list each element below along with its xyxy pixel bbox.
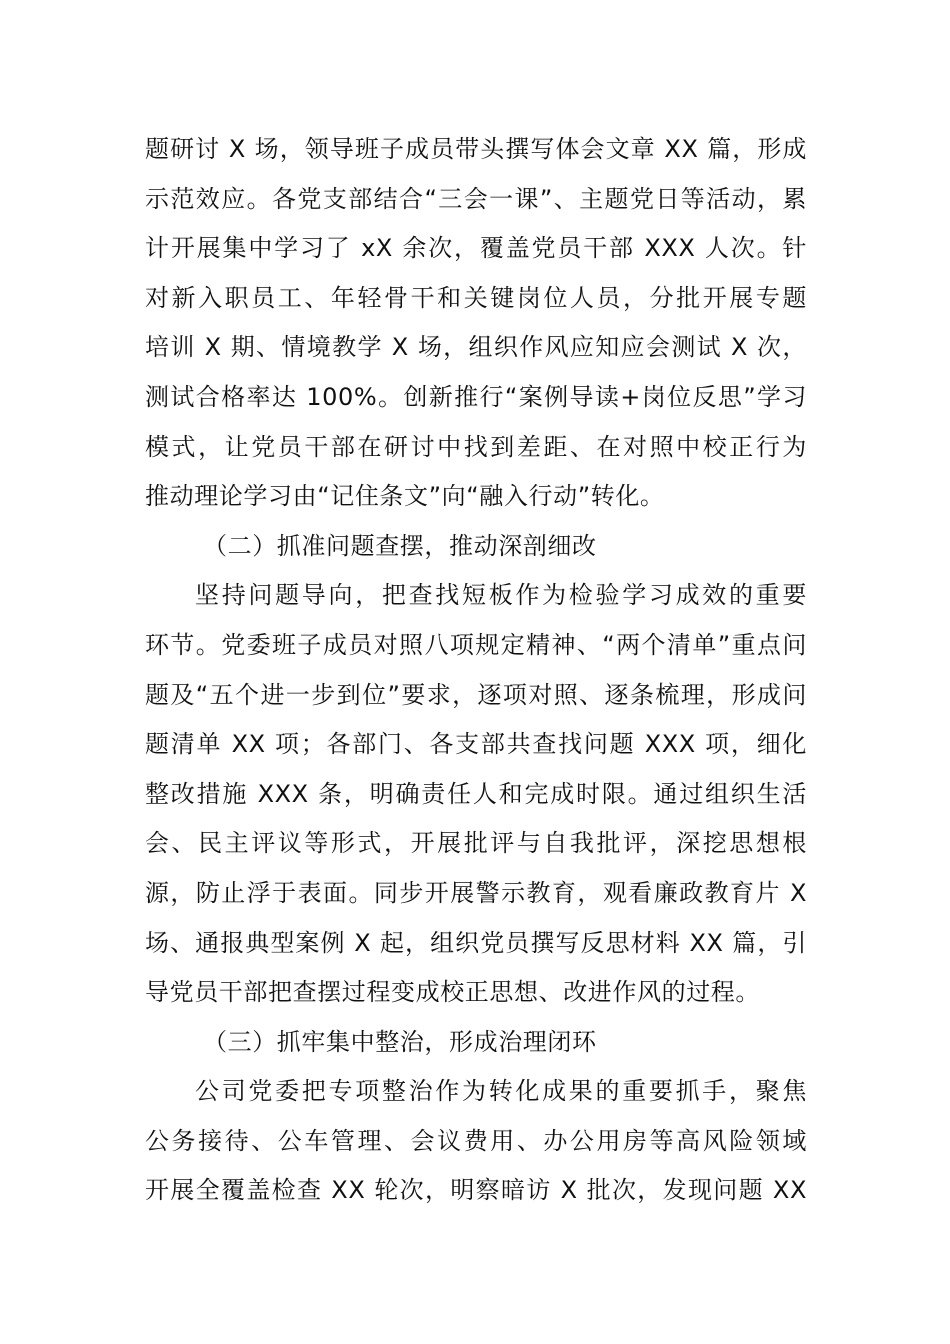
text-line: 示范效应。各党支部结合“三会一课”、主题党日等活动，累 [145, 184, 807, 213]
text-line: 推动理论学习由“记住条文”向“融入行动”转化。 [145, 482, 665, 511]
text-line: 源，防止浮于表面。同步开展警示教育，观看廉政教育片 X [145, 878, 807, 907]
text-line: 模式，让党员干部在研讨中找到差距、在对照中校正行为 [145, 432, 807, 461]
heading-text: （三）抓牢集中整治，形成治理闭环 [203, 1027, 597, 1056]
text-line: 培训 X 期、情境教学 X 场，组织作风应知应会测试 X 次， [145, 333, 807, 362]
text-line: 坚持问题导向，把查找短板作为检验学习成效的重要 [195, 581, 807, 610]
text-line: 题清单 XX 项；各部门、各支部共查找问题 XXX 项，细化 [145, 730, 807, 759]
text-line: 开展全覆盖检查 XX 轮次，明察暗访 X 批次，发现问题 XX [145, 1176, 807, 1205]
document-body [145, 125, 807, 1216]
text-line: 公务接待、公车管理、会议费用、办公用房等高风险领域 [145, 1126, 807, 1155]
section-heading-3 [145, 1018, 807, 1068]
paragraph-problem-review [145, 571, 807, 1017]
text-line: 对新入职员工、年轻骨干和关键岗位人员，分批开展专题 [145, 283, 807, 312]
text-line: 测试合格率达 100%。创新推行“案例导读+岗位反思”学习 [145, 382, 807, 411]
text-line: 公司党委把专项整治作为转化成果的重要抓手，聚焦 [195, 1077, 807, 1106]
paragraph-rectification [145, 1067, 807, 1216]
text-line: 场、通报典型案例 X 起，组织党员撰写反思材料 XX 篇，引 [145, 928, 807, 957]
heading-text: （二）抓准问题查摆，推动深剖细改 [203, 531, 597, 560]
text-line: 会、民主评议等形式，开展批评与自我批评，深挖思想根 [145, 829, 807, 858]
text-line: 题及“五个进一步到位”要求，逐项对照、逐条梳理，形成问 [145, 680, 807, 709]
text-line: 导党员干部把查摆过程变成校正思想、改进作风的过程。 [145, 978, 760, 1007]
paragraph-study [145, 125, 807, 522]
section-heading-2 [145, 522, 807, 572]
text-line: 环节。党委班子成员对照八项规定精神、“两个清单”重点问 [145, 630, 807, 659]
text-line: 整改措施 XXX 条，明确责任人和完成时限。通过组织生活 [145, 779, 807, 808]
text-line: 题研讨 X 场，领导班子成员带头撰写体会文章 XX 篇，形成 [145, 135, 807, 163]
text-line: 计开展集中学习了 xX 余次，覆盖党员干部 XXX 人次。针 [145, 234, 807, 263]
